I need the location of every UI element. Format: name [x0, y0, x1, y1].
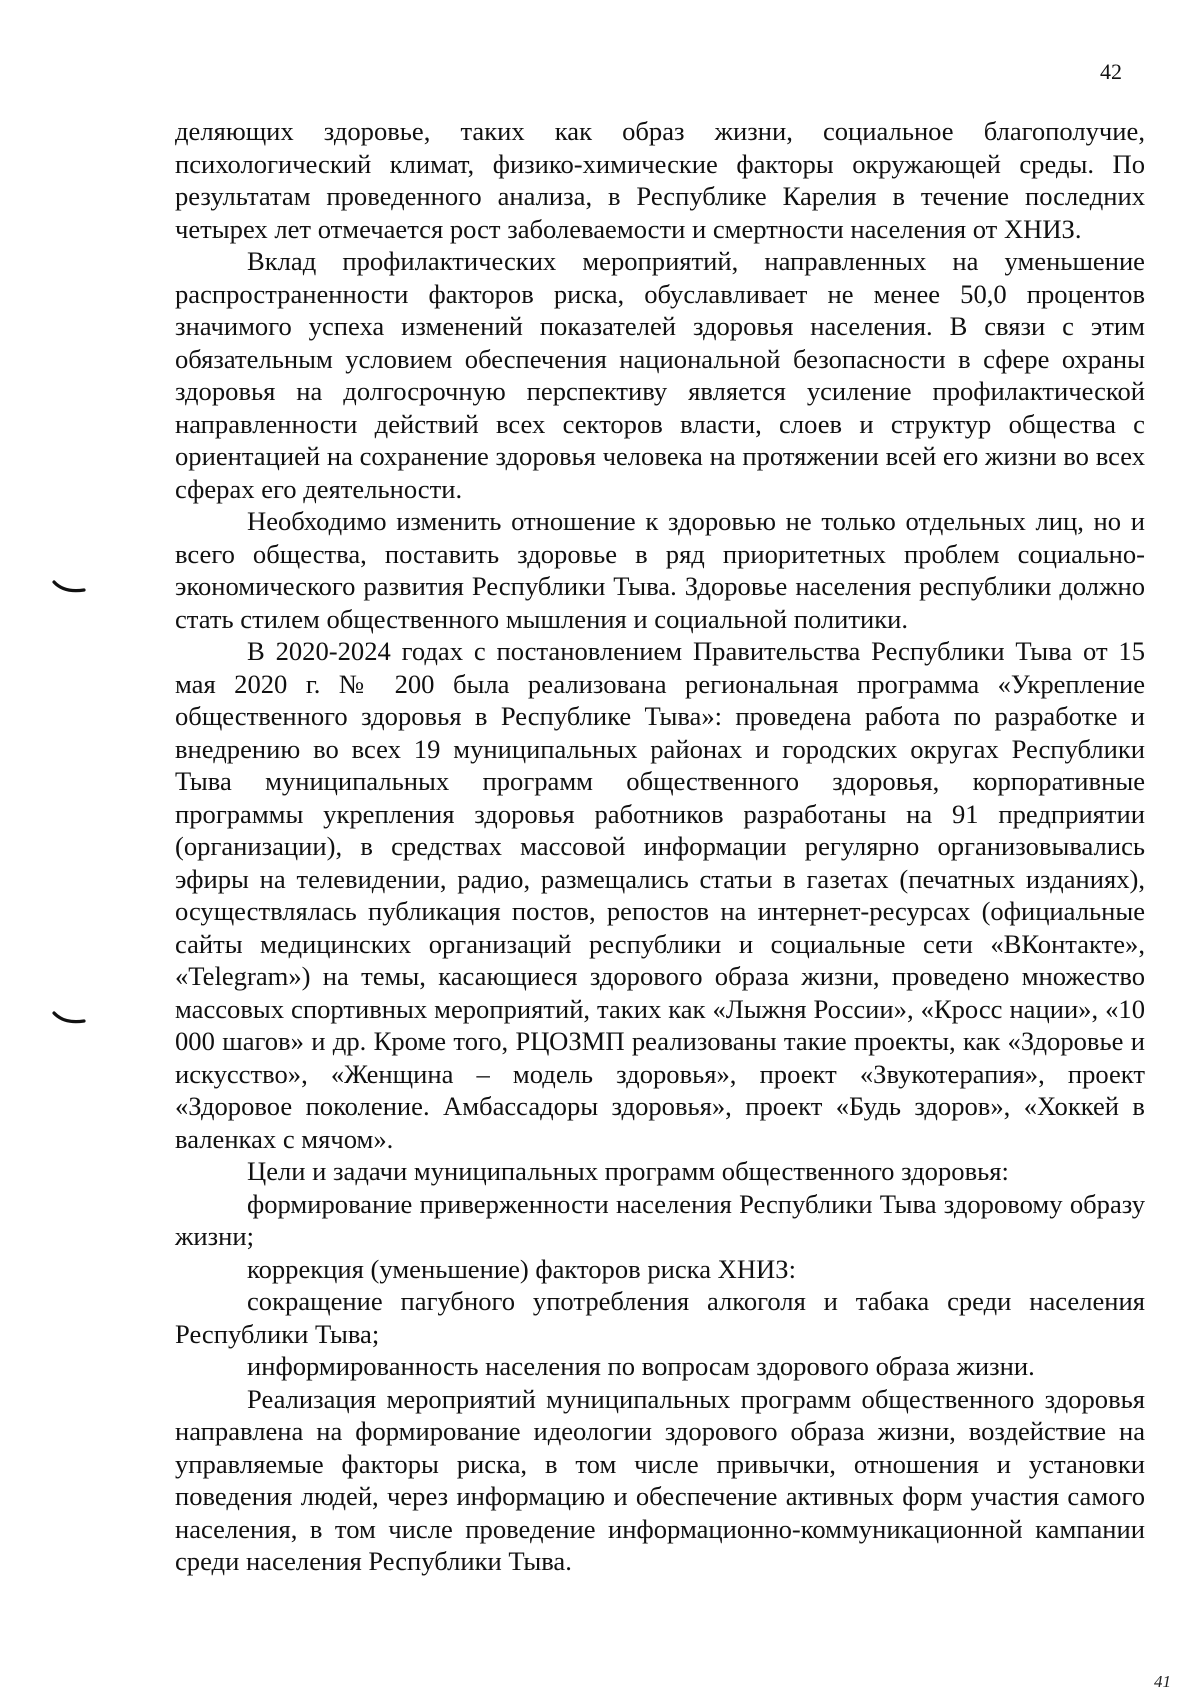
- paragraph-attitude-change: Необходимо изменить отношение к здоровью не только отдельных лиц, но и всего общества, поставить здоровье в ряд приоритетных проблем социально-экономического развития Республики Тыва. Здоровье населения республики должно стать стилем общественного мышления и социальной политики.: [175, 506, 1145, 634]
- margin-check-mark-icon: [52, 1010, 86, 1026]
- paragraph-goals-heading: Цели и задачи муниципальных программ общественного здоровья:: [247, 1156, 1009, 1186]
- handwritten-page-mark: 41: [1154, 1672, 1171, 1691]
- paragraph-regional-program: В 2020-2024 годах с постановлением Правительства Республики Тыва от 15 мая 2020 г. № 200 была реализована региональная программа «Укрепление общественного здоровья в Республике Тыва»: проведена работа по разработке и внедрению во всех 19 муниципальных районах и городских округах Республики Тыва муниципальных программ общественного здоровья, корпоративные программы укрепления здоровья работников разработаны на 91 предприятии (организации), в средствах массовой информации регулярно организовывались эфиры на телевидении, радио, размещались статьи в газетах (печатных изданиях), осуществлялась публикация постов, репостов на интернет-ресурсах (официальные сайты медицинских организаций республики и социальные сети «ВКонтакте», «Telegram») на темы, касающиеся здорового образа жизни, проведено множество массовых спортивных мероприятий, таких как «Лыжня России», «Кросс нации», «10 000 шагов» и др. Кроме того, РЦОЗМП реализованы такие проекты, как «Здоровье и искусство», «Женщина – модель здоровья», проект «Звукотерапия», проект «Здоровое поколение. Амбассадоры здоровья», проект «Будь здоров», «Хоккей в валенках с мячом».: [175, 636, 1145, 1154]
- page-number: 42: [1100, 59, 1122, 84]
- paragraph-prevention-contribution: Вклад профилактических мероприятий, направленных на уменьшение распространенности факторов риска, обуславливает не менее 50,0 процентов значимого успеха изменений показателей здоровья населения. В связи с этим обязательным условием обеспечения национальной безопасности в сфере охраны здоровья на долгосрочную перспективу является усиление профилактической направленности действий всех секторов власти, слоев и структур общества с ориентацией на сохранение здоровья человека на протяжении всей его жизни во всех сферах его деятельности.: [175, 246, 1145, 504]
- paragraph-continuation: деляющих здоровье, таких как образ жизни, социальное благополучие, психологический климат, физико-химические факторы окружающей среды. По результатам проведенного анализа, в Республике Карелия в течение последних четырех лет отмечается рост заболеваемости и смертности населения от ХНИЗ.: [175, 116, 1145, 244]
- paragraph-goal-alcohol-tobacco: сокращение пагубного употребления алкоголя и табака среди населения Республики Тыва;: [175, 1286, 1145, 1349]
- paragraph-goal-risk-correction: коррекция (уменьшение) факторов риска ХНИЗ:: [247, 1253, 796, 1284]
- paragraph-implementation: Реализация мероприятий муниципальных программ общественного здоровья направлена на формирование идеологии здорового образа жизни, воздействие на управляемые факторы риска, в том числе привычки, отношения и установки поведения людей, через информацию и обеспечение активных форм участия самого населения, в том числе проведение информационно-коммуникационной кампании среди населения Республики Тыва.: [175, 1383, 1145, 1576]
- margin-check-mark-icon: [52, 579, 86, 595]
- document-body: [175, 115, 1145, 1578]
- paragraph-goal-awareness: информированность населения по вопросам здорового образа жизни.: [247, 1351, 1035, 1381]
- paragraph-goal-healthy-lifestyle: формирование приверженности населения Республики Тыва здоровому образу жизни;: [175, 1188, 1145, 1251]
